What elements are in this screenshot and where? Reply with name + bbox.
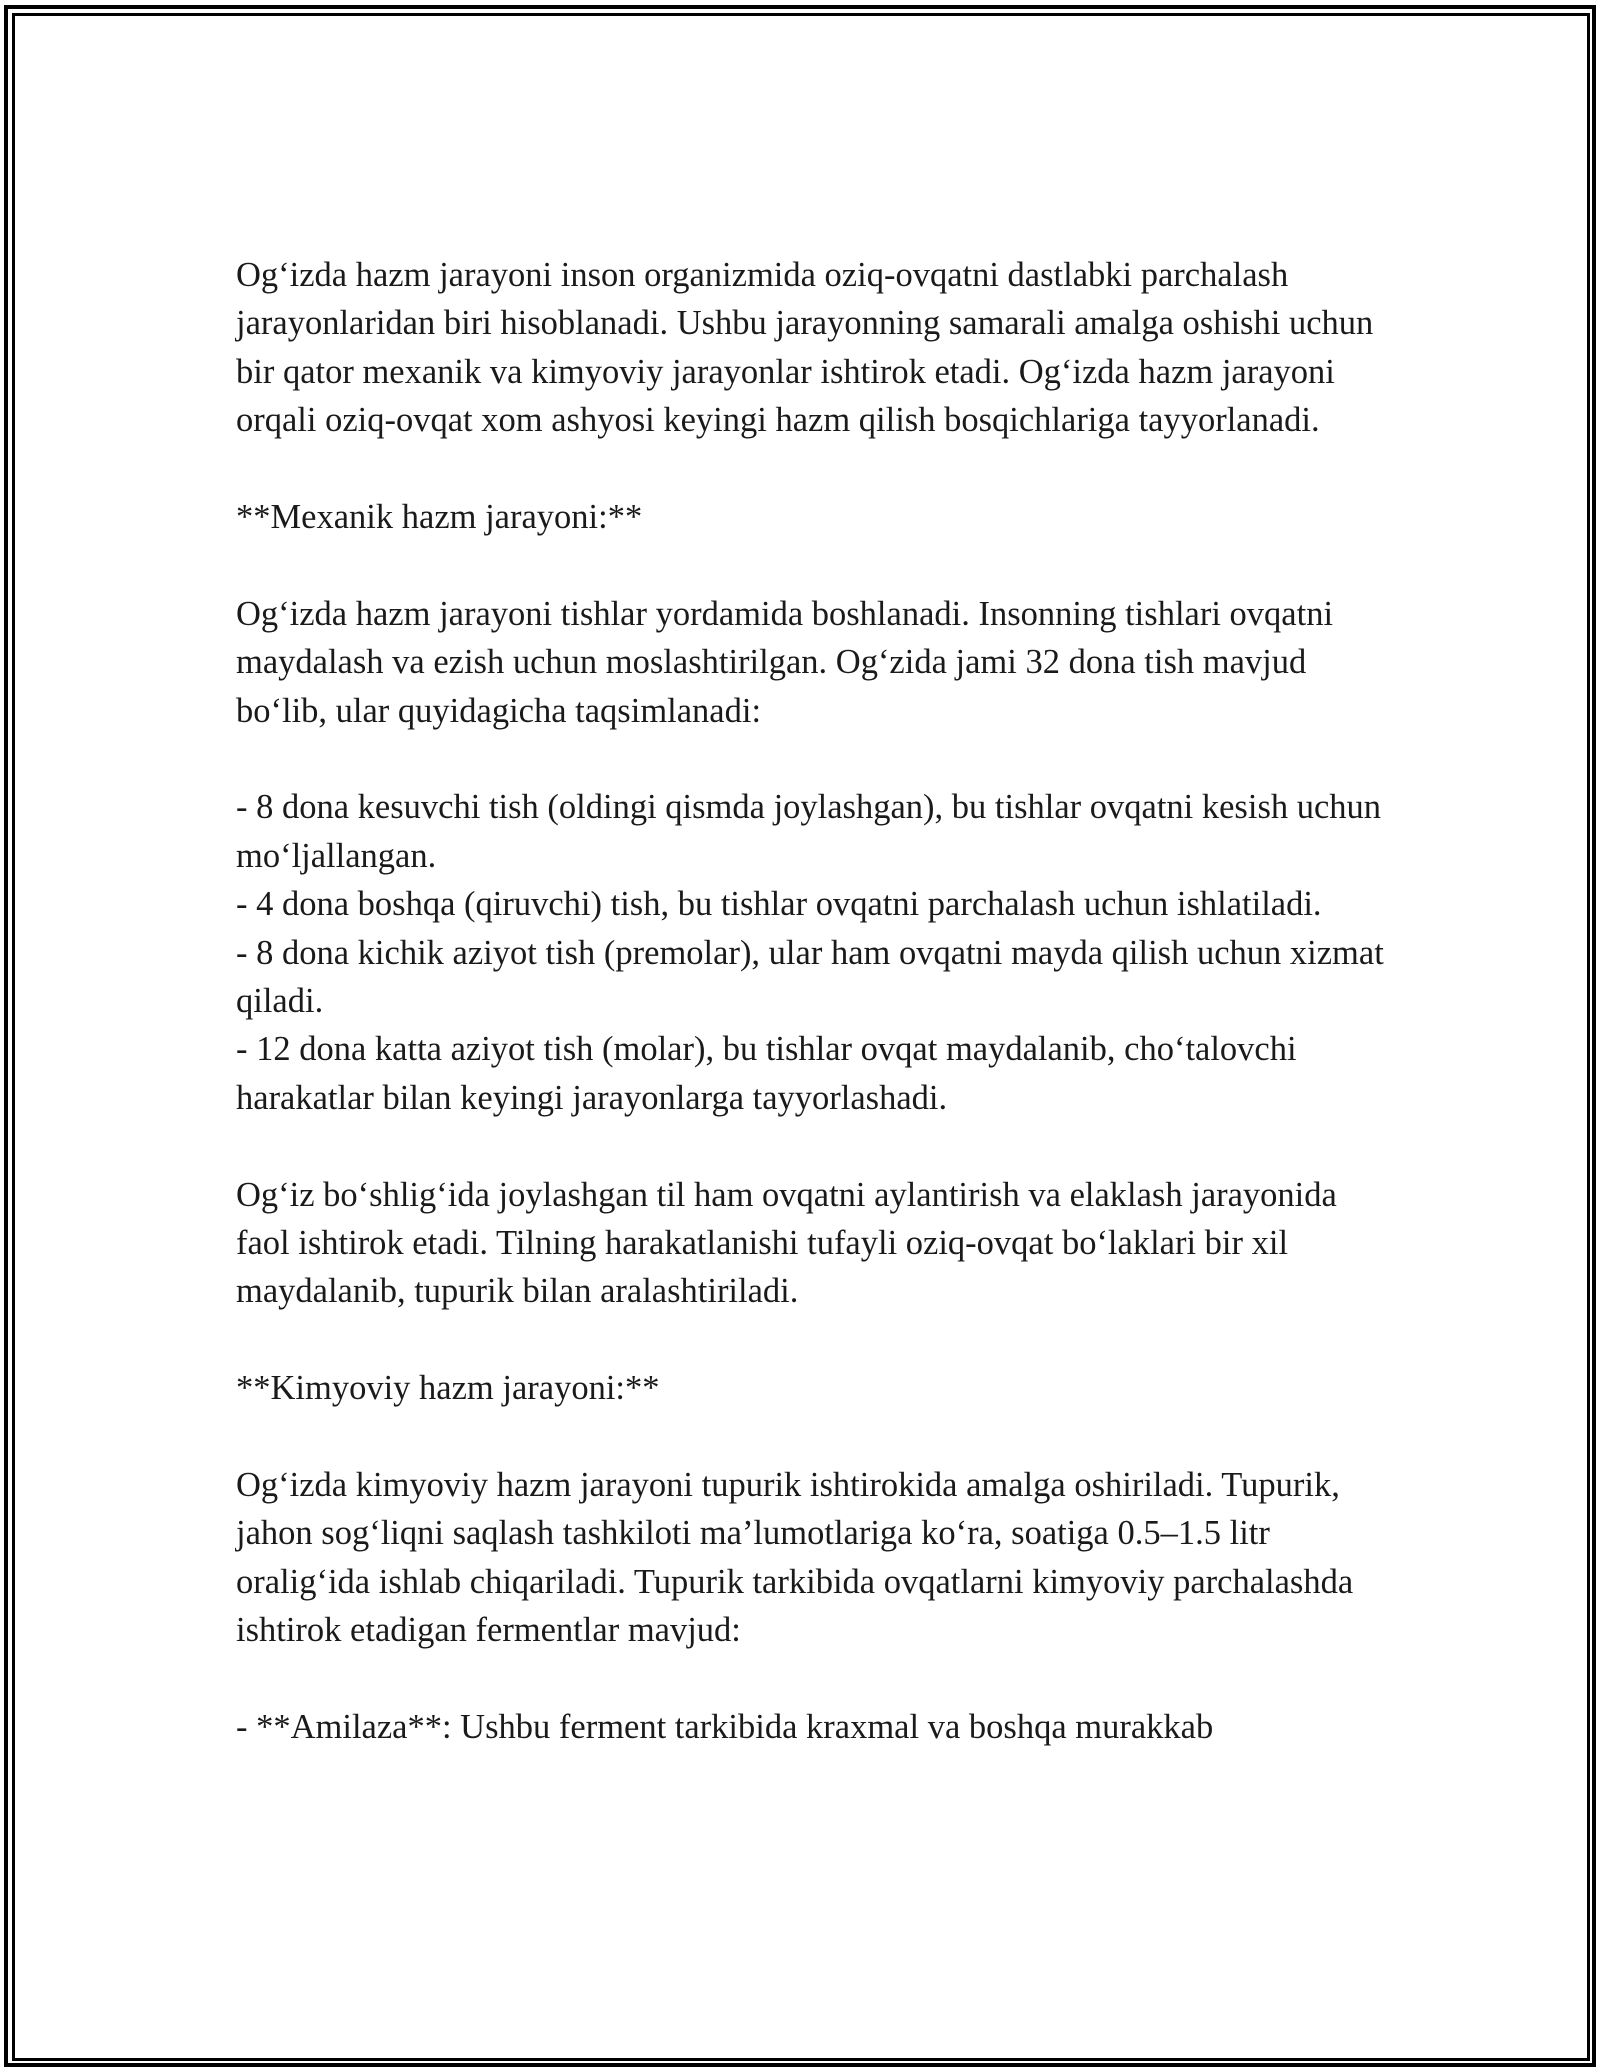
- chemical-paragraph: Og‘izda kimyoviy hazm jarayoni tupurik ishtirokida amalga oshiriladi. Tupurik, jahon sog‘liqni saqlash tashkiloti ma’lumotlariga ko‘ra, soatiga 0.5–1.5 litr oralig‘ida ishlab chiqariladi. Tupurik tarkibida ovqatlarni kimyoviy parchalashda ishtirok etadigan fermentlar mavjud:: [236, 1466, 1354, 1650]
- list-item-amylase: - **Amilaza**: Ushbu ferment tarkibida kraxmal va boshqa murakkab: [236, 1708, 1214, 1747]
- document-body: [236, 251, 1386, 1751]
- list-item-incisors: - 8 dona kesuvchi tish (oldingi qismda joylashgan), bu tishlar ovqatni kesish uchun mo‘ljallangan.: [236, 788, 1382, 875]
- section-heading-chemical: **Kimyoviy hazm jarayoni:**: [236, 1369, 660, 1408]
- tongue-paragraph: Og‘iz bo‘shlig‘ida joylashgan til ham ovqatni aylantirish va elaklash jarayonida faol ishtirok etadi. Tilning harakatlanishi tufayli oziq-ovqat bo‘laklari bir xil maydalanib, tupurik bilan aralashtiriladi.: [236, 1175, 1337, 1311]
- list-item-molars: - 12 dona katta aziyot tish (molar), bu tishlar ovqat maydalanib, cho‘talovchi harakatlar bilan keyingi jarayonlarga tayyorlashadi.: [236, 1030, 1297, 1117]
- intro-paragraph: Og‘izda hazm jarayoni inson organizmida oziq-ovqatni dastlabki parchalash jarayonlaridan biri hisoblanadi. Ushbu jarayonning samarali amalga oshishi uchun bir qator mexanik va kimyoviy jarayonlar ishtirok etadi. Og‘izda hazm jarayoni orqali oziq-ovqat xom ashyosi keyingi hazm qilish bosqichlariga tayyorlanadi.: [236, 256, 1374, 440]
- list-item-canines: - 4 dona boshqa (qiruvchi) tish, bu tishlar ovqatni parchalash uchun ishlatiladi.: [236, 885, 1322, 924]
- list-item-premolars: - 8 dona kichik aziyot tish (premolar), ular ham ovqatni mayda qilish uchun xizmat qiladi.: [236, 933, 1384, 1021]
- mechanical-paragraph: Og‘izda hazm jarayoni tishlar yordamida boshlanadi. Insonning tishlari ovqatni maydalash va ezish uchun moslashtirilgan. Og‘zida jami 32 dona tish mavjud bo‘lib, ular quyidagicha taqsimlanadi:: [236, 594, 1334, 730]
- section-heading-mechanical: **Mexanik hazm jarayoni:**: [236, 498, 643, 537]
